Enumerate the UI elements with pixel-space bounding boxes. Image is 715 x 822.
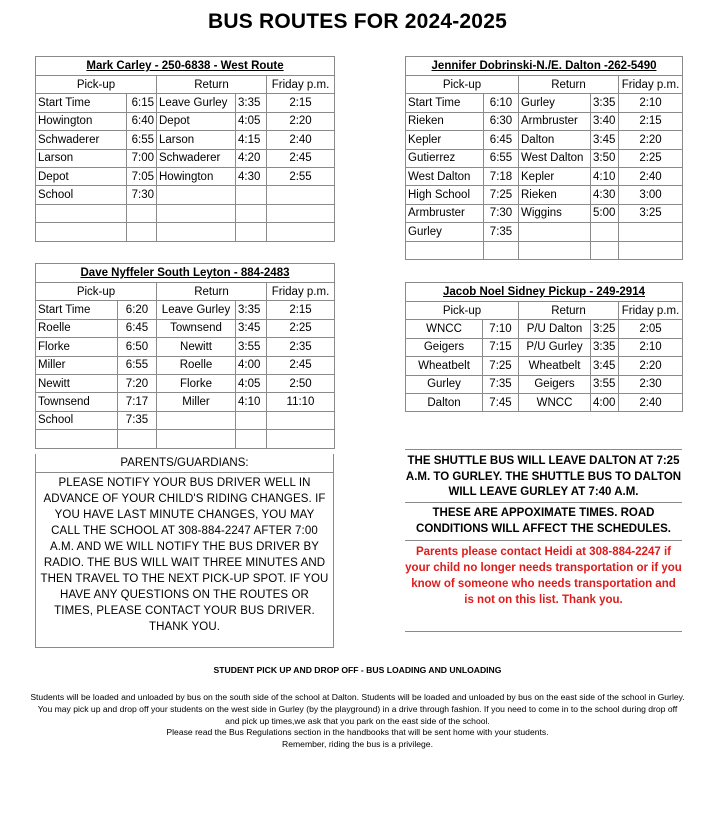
schedule-row bbox=[36, 94, 335, 112]
return-time bbox=[236, 223, 267, 241]
pickup-stop: Dalton bbox=[406, 393, 483, 411]
friday-time: 2:20 bbox=[267, 112, 335, 130]
contact-notice: Parents please contact Heidi at 308-884-2247 if your child no longer needs transportation or if you know of someone who needs transportation and is not on this list. Thank you. bbox=[405, 540, 682, 608]
friday-time: 11:10 bbox=[267, 393, 335, 411]
schedule-row bbox=[36, 204, 335, 222]
return-stop: Leave Gurley bbox=[157, 94, 236, 112]
return-time: 4:10 bbox=[591, 167, 619, 185]
return-time: 3:55 bbox=[236, 338, 267, 356]
pickup-stop: Gutierrez bbox=[406, 149, 484, 167]
return-time: 4:05 bbox=[236, 112, 267, 130]
schedule-row bbox=[36, 393, 335, 411]
pickup-stop bbox=[36, 223, 127, 241]
loading-section-body bbox=[30, 692, 685, 751]
pickup-stop: Roelle bbox=[36, 319, 118, 337]
pickup-stop: Depot bbox=[36, 167, 127, 185]
return-time bbox=[236, 186, 267, 204]
return-stop bbox=[157, 411, 236, 429]
friday-time bbox=[267, 430, 335, 448]
shuttle-notice: THE SHUTTLE BUS WILL LEAVE DALTON AT 7:25 A.M. TO GURLEY. THE SHUTTLE BUS TO DALTON WILL LEAVE GURLEY AT 7:40 A.M. bbox=[405, 449, 682, 501]
schedule-row bbox=[36, 112, 335, 130]
pickup-stop: School bbox=[36, 411, 118, 429]
return-stop: Larson bbox=[157, 131, 236, 149]
friday-time bbox=[267, 223, 335, 241]
pickup-stop: Miller bbox=[36, 356, 118, 374]
schedule-row bbox=[406, 223, 683, 241]
pickup-stop: Wheatbelt bbox=[406, 357, 483, 375]
route-header: Jennifer Dobrinski-N./E. Dalton -262-5490 bbox=[406, 57, 683, 76]
pickup-stop: West Dalton bbox=[406, 167, 484, 185]
friday-time bbox=[267, 411, 335, 429]
return-time: 3:35 bbox=[591, 338, 619, 356]
friday-time bbox=[619, 241, 683, 259]
friday-time bbox=[267, 204, 335, 222]
return-time: 4:05 bbox=[236, 374, 267, 392]
return-time bbox=[236, 411, 267, 429]
pickup-stop: WNCC bbox=[406, 320, 483, 338]
schedule-row bbox=[406, 94, 683, 112]
return-stop: WNCC bbox=[519, 393, 591, 411]
route-header: Jacob Noel Sidney Pickup - 249-2914 bbox=[406, 283, 683, 302]
pickup-stop: Start Time bbox=[36, 94, 127, 112]
return-stop: Miller bbox=[157, 393, 236, 411]
pickup-time: 6:20 bbox=[118, 301, 157, 319]
schedule-row bbox=[406, 320, 683, 338]
pickup-time: 7:10 bbox=[483, 320, 519, 338]
return-stop: Leave Gurley bbox=[157, 301, 236, 319]
friday-time: 2:40 bbox=[267, 131, 335, 149]
pickup-stop: Geigers bbox=[406, 338, 483, 356]
pickup-time: 7:05 bbox=[127, 167, 157, 185]
schedule-row bbox=[406, 149, 683, 167]
return-stop bbox=[519, 223, 591, 241]
return-time: 4:20 bbox=[236, 149, 267, 167]
pickup-time bbox=[118, 430, 157, 448]
pickup-time: 6:40 bbox=[127, 112, 157, 130]
return-stop bbox=[519, 241, 591, 259]
return-time bbox=[236, 430, 267, 448]
schedule-row bbox=[406, 204, 683, 222]
approximate-times-notice: THESE ARE APPOXIMATE TIMES. ROAD CONDITIONS WILL AFFECT THE SCHEDULES. bbox=[405, 502, 682, 537]
pickup-stop bbox=[406, 241, 484, 259]
friday-time: 2:20 bbox=[619, 357, 683, 375]
friday-time: 2:15 bbox=[619, 112, 683, 130]
return-stop: Schwaderer bbox=[157, 149, 236, 167]
schedule-row bbox=[36, 430, 335, 448]
return-time: 3:50 bbox=[591, 149, 619, 167]
loading-paragraph: Please read the Bus Regulations section in the handbooks that will be sent home with your students. bbox=[166, 727, 549, 738]
pickup-stop: Newitt bbox=[36, 374, 118, 392]
pickup-time: 6:15 bbox=[127, 94, 157, 112]
return-stop: Dalton bbox=[519, 131, 591, 149]
friday-time: 3:25 bbox=[619, 204, 683, 222]
pickup-time: 6:55 bbox=[118, 356, 157, 374]
friday-time: 2:40 bbox=[619, 167, 683, 185]
return-stop: Rieken bbox=[519, 186, 591, 204]
return-stop: Gurley bbox=[519, 94, 591, 112]
friday-column-header: Friday p.m. bbox=[619, 302, 683, 320]
return-time: 3:35 bbox=[236, 301, 267, 319]
return-stop bbox=[157, 223, 236, 241]
loading-paragraph: You may pick up and drop off your students on the west side in Gurley (by the playground) in a drive through fashion. If you need to come in to the school during drop off and pick up times,we ask that you park on the east side of the school. bbox=[37, 703, 678, 726]
sidney-route-table bbox=[405, 282, 683, 412]
return-time: 3:35 bbox=[236, 94, 267, 112]
friday-time: 2:10 bbox=[619, 94, 683, 112]
return-stop bbox=[157, 186, 236, 204]
pickup-time: 7:25 bbox=[484, 186, 519, 204]
pickup-column-header: Pick-up bbox=[36, 76, 157, 94]
pickup-time: 7:35 bbox=[483, 375, 519, 393]
friday-time: 2:45 bbox=[267, 356, 335, 374]
pickup-time: 7:35 bbox=[484, 223, 519, 241]
pickup-time: 7:30 bbox=[127, 186, 157, 204]
return-stop: Florke bbox=[157, 374, 236, 392]
friday-time: 2:10 bbox=[619, 338, 683, 356]
friday-time: 2:40 bbox=[619, 393, 683, 411]
friday-time bbox=[267, 186, 335, 204]
pickup-time bbox=[127, 204, 157, 222]
friday-time: 2:05 bbox=[619, 320, 683, 338]
return-time: 5:00 bbox=[591, 204, 619, 222]
pickup-stop: Start Time bbox=[36, 301, 118, 319]
friday-time: 2:15 bbox=[267, 94, 335, 112]
return-column-header: Return bbox=[519, 302, 619, 320]
return-stop: Roelle bbox=[157, 356, 236, 374]
return-column-header: Return bbox=[157, 76, 267, 94]
pickup-time: 6:10 bbox=[484, 94, 519, 112]
return-time: 4:00 bbox=[236, 356, 267, 374]
return-stop: Armbruster bbox=[519, 112, 591, 130]
friday-time: 2:35 bbox=[267, 338, 335, 356]
schedule-row bbox=[406, 131, 683, 149]
friday-time bbox=[619, 223, 683, 241]
return-column-header: Return bbox=[157, 283, 267, 301]
return-time: 4:15 bbox=[236, 131, 267, 149]
schedule-row bbox=[406, 167, 683, 185]
return-stop: Wheatbelt bbox=[519, 357, 591, 375]
return-stop: P/U Dalton bbox=[519, 320, 591, 338]
return-stop: Kepler bbox=[519, 167, 591, 185]
return-time: 3:35 bbox=[591, 94, 619, 112]
friday-column-header: Friday p.m. bbox=[267, 76, 335, 94]
pickup-stop: Schwaderer bbox=[36, 131, 127, 149]
pickup-stop: Armbruster bbox=[406, 204, 484, 222]
schedule-row bbox=[36, 149, 335, 167]
pickup-time: 7:18 bbox=[484, 167, 519, 185]
schedule-row bbox=[406, 241, 683, 259]
pickup-stop: School bbox=[36, 186, 127, 204]
pickup-time: 7:17 bbox=[118, 393, 157, 411]
return-time: 4:10 bbox=[236, 393, 267, 411]
friday-time: 2:30 bbox=[619, 375, 683, 393]
return-stop bbox=[157, 430, 236, 448]
schedule-row bbox=[36, 167, 335, 185]
pickup-stop: Howington bbox=[36, 112, 127, 130]
friday-time: 2:50 bbox=[267, 374, 335, 392]
return-column-header: Return bbox=[519, 76, 619, 94]
schedule-row bbox=[406, 186, 683, 204]
pickup-column-header: Pick-up bbox=[406, 76, 519, 94]
schedule-row bbox=[406, 375, 683, 393]
friday-column-header: Friday p.m. bbox=[619, 76, 683, 94]
return-stop: Depot bbox=[157, 112, 236, 130]
pickup-stop: Larson bbox=[36, 149, 127, 167]
pickup-column-header: Pick-up bbox=[36, 283, 157, 301]
schedule-row bbox=[406, 338, 683, 356]
pickup-stop: High School bbox=[406, 186, 484, 204]
schedule-row bbox=[36, 301, 335, 319]
return-time: 3:55 bbox=[591, 375, 619, 393]
schedule-row bbox=[36, 356, 335, 374]
pickup-time: 6:45 bbox=[118, 319, 157, 337]
return-time bbox=[591, 241, 619, 259]
loading-section-title: STUDENT PICK UP AND DROP OFF - BUS LOADING AND UNLOADING bbox=[213, 665, 502, 675]
pickup-time: 7:20 bbox=[118, 374, 157, 392]
schedule-row bbox=[36, 223, 335, 241]
pickup-stop: Townsend bbox=[36, 393, 118, 411]
return-time: 4:30 bbox=[236, 167, 267, 185]
friday-column-header: Friday p.m. bbox=[267, 283, 335, 301]
loading-paragraph: Remember, riding the bus is a privilege. bbox=[282, 739, 433, 750]
return-time bbox=[591, 223, 619, 241]
pickup-stop: Gurley bbox=[406, 375, 483, 393]
pickup-time: 6:30 bbox=[484, 112, 519, 130]
schedule-row bbox=[36, 338, 335, 356]
return-stop: Wiggins bbox=[519, 204, 591, 222]
schedule-row bbox=[406, 393, 683, 411]
return-time: 3:45 bbox=[236, 319, 267, 337]
pickup-time: 7:15 bbox=[483, 338, 519, 356]
schedule-row bbox=[36, 186, 335, 204]
pickup-time: 7:00 bbox=[127, 149, 157, 167]
return-time: 3:45 bbox=[591, 131, 619, 149]
pickup-time: 6:45 bbox=[484, 131, 519, 149]
pickup-stop: Rieken bbox=[406, 112, 484, 130]
leyton-route-table bbox=[35, 263, 335, 449]
pickup-stop: Kepler bbox=[406, 131, 484, 149]
pickup-stop bbox=[36, 204, 127, 222]
loading-paragraph: Students will be loaded and unloaded by bus on the south side of the school at Dalton. Students will be loaded and unloaded by bus on the east side of the school in Gurley. bbox=[30, 692, 685, 702]
friday-time: 2:15 bbox=[267, 301, 335, 319]
pickup-time: 6:50 bbox=[118, 338, 157, 356]
pickup-time: 7:35 bbox=[118, 411, 157, 429]
return-stop: Newitt bbox=[157, 338, 236, 356]
pickup-time bbox=[127, 223, 157, 241]
return-stop: P/U Gurley bbox=[519, 338, 591, 356]
friday-time: 2:25 bbox=[267, 319, 335, 337]
schedule-row bbox=[36, 374, 335, 392]
pickup-stop: Florke bbox=[36, 338, 118, 356]
friday-time: 2:25 bbox=[619, 149, 683, 167]
friday-time: 2:20 bbox=[619, 131, 683, 149]
return-time: 4:00 bbox=[591, 393, 619, 411]
west-route-table bbox=[35, 56, 335, 242]
parents-heading: PARENTS/GUARDIANS: bbox=[36, 454, 333, 473]
return-time: 3:25 bbox=[591, 320, 619, 338]
page-title: BUS ROUTES FOR 2024-2025 bbox=[208, 10, 507, 33]
divider bbox=[405, 631, 682, 632]
pickup-time: 6:55 bbox=[127, 131, 157, 149]
parents-text: PLEASE NOTIFY YOUR BUS DRIVER WELL IN ADVANCE OF YOUR CHILD'S RIDING CHANGES. IF YOU HAVE LAST MINUTE CHANGES, YOU MAY CALL THE SCHOOL AT 308-884-2247 AFTER 7:00 A.M. AND WE WILL NOTIFY THE BUS DRIVER BY RADIO. THE BUS WILL WAIT THREE MINUTES AND THEN TRAVEL TO THE NEXT PICK-UP SPOT. IF YOU HAVE ANY QUESTIONS ON THE ROUTES OR TIMES, PLEASE CONTACT YOUR BUS DRIVER. THANK YOU. bbox=[40, 477, 329, 633]
route-header: Dave Nyffeler South Leyton - 884-2483 bbox=[36, 264, 335, 283]
friday-time: 3:00 bbox=[619, 186, 683, 204]
schedule-row bbox=[36, 411, 335, 429]
pickup-stop bbox=[36, 430, 118, 448]
friday-time: 2:45 bbox=[267, 149, 335, 167]
return-time: 3:40 bbox=[591, 112, 619, 130]
return-stop: Geigers bbox=[519, 375, 591, 393]
return-time: 3:45 bbox=[591, 357, 619, 375]
schedule-row bbox=[36, 319, 335, 337]
pickup-time bbox=[484, 241, 519, 259]
return-time bbox=[236, 204, 267, 222]
return-stop: Howington bbox=[157, 167, 236, 185]
schedule-row bbox=[406, 357, 683, 375]
pickup-time: 7:25 bbox=[483, 357, 519, 375]
return-stop: West Dalton bbox=[519, 149, 591, 167]
pickup-time: 6:55 bbox=[484, 149, 519, 167]
pickup-stop: Gurley bbox=[406, 223, 484, 241]
pickup-time: 7:30 bbox=[484, 204, 519, 222]
return-stop bbox=[157, 204, 236, 222]
return-time: 4:30 bbox=[591, 186, 619, 204]
pickup-stop: Start Time bbox=[406, 94, 484, 112]
return-stop: Townsend bbox=[157, 319, 236, 337]
schedule-row bbox=[406, 112, 683, 130]
friday-time: 2:55 bbox=[267, 167, 335, 185]
schedule-row bbox=[36, 131, 335, 149]
pickup-column-header: Pick-up bbox=[406, 302, 519, 320]
dalton-route-table bbox=[405, 56, 683, 260]
pickup-time: 7:45 bbox=[483, 393, 519, 411]
route-header: Mark Carley - 250-6838 - West Route bbox=[36, 57, 335, 76]
parents-notice bbox=[35, 454, 334, 648]
